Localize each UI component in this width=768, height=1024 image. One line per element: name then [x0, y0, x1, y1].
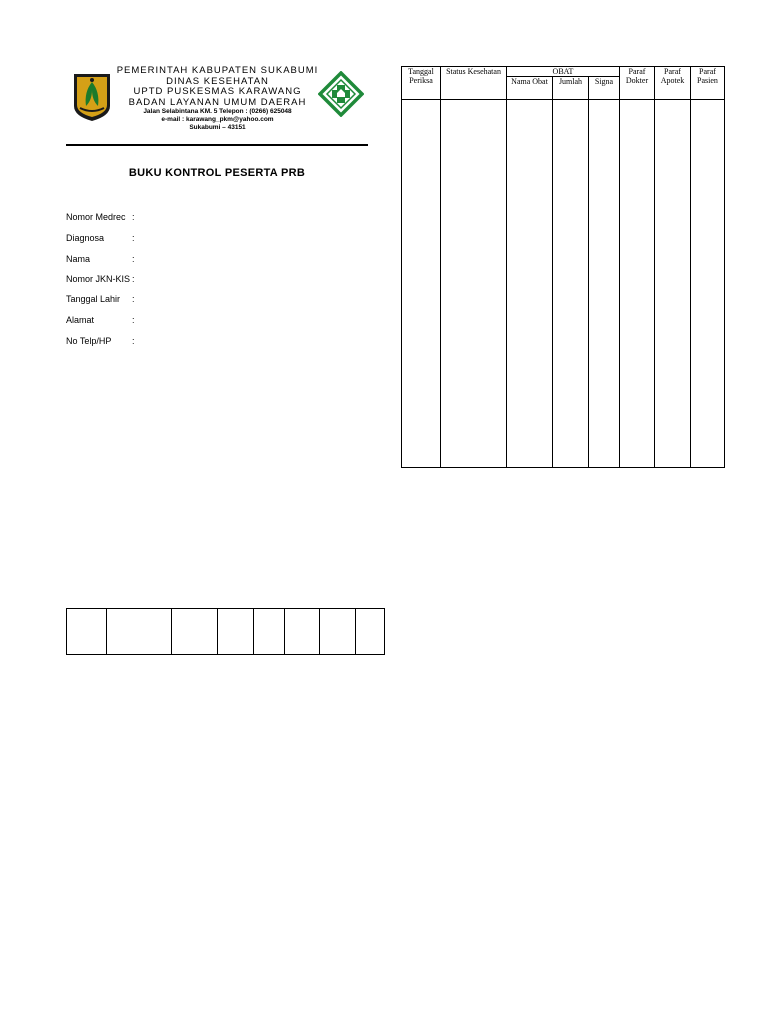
field-nama — [66, 254, 135, 264]
header-status-kesehatan: Status Kesehatan — [441, 67, 507, 100]
field-label: Diagnosa — [66, 233, 105, 243]
field-colon: : — [132, 212, 135, 222]
field-label: Nomor JKN-KIS — [66, 274, 131, 284]
entry-cell[interactable] — [655, 100, 691, 468]
document-title: BUKU KONTROL PESERTA PRB — [128, 167, 306, 179]
grid-cell[interactable] — [107, 609, 172, 655]
header-nama-obat: Nama Obat — [507, 77, 553, 100]
letterhead-line3: UPTD PUSKESMAS KARAWANG — [133, 86, 302, 97]
field-label: Nomor Medrec — [66, 212, 126, 222]
letterhead-city: Sukabumi – 43151 — [189, 124, 246, 131]
header-jumlah: Jumlah — [553, 77, 589, 100]
field-tanggal-lahir — [66, 294, 135, 304]
kabupaten-sukabumi-emblem — [72, 72, 112, 122]
field-nomor-jkn-kis — [66, 274, 135, 284]
letterhead-email: e-mail : karawang_pkm@yahoo.com — [161, 116, 274, 123]
entry-cell[interactable] — [589, 100, 620, 468]
grid-cell[interactable] — [218, 609, 254, 655]
letterhead-line1: PEMERINTAH KABUPATEN SUKABUMI — [116, 65, 319, 76]
grid-cell[interactable] — [67, 609, 107, 655]
field-label: Tanggal Lahir — [66, 294, 121, 304]
field-colon: : — [132, 294, 135, 304]
control-table — [401, 66, 725, 468]
field-colon: : — [132, 336, 135, 346]
header-paraf-apotek: Paraf Apotek — [655, 67, 691, 100]
letterhead-address: Jalan Selabintana KM. 5 Telepon : (0266) 625048 — [143, 108, 292, 115]
grid-cell[interactable] — [320, 609, 356, 655]
entry-cell[interactable] — [691, 100, 725, 468]
field-colon: : — [132, 254, 135, 264]
header-obat: OBAT — [507, 67, 620, 77]
letterhead-line4: BADAN LAYANAN UMUM DAERAH — [128, 96, 307, 108]
header-signa: Signa — [589, 77, 620, 100]
field-colon: : — [132, 274, 135, 284]
header-paraf-dokter: Paraf Dokter — [620, 67, 655, 100]
field-colon: : — [132, 315, 135, 325]
entry-cell[interactable] — [507, 100, 553, 468]
grid-cell[interactable] — [254, 609, 285, 655]
field-no-telp-hp — [66, 336, 135, 346]
field-nomor-medrec — [66, 212, 135, 222]
field-diagnosa — [66, 233, 135, 243]
letterhead-text — [115, 66, 320, 132]
field-label: Alamat — [66, 315, 95, 325]
field-label: Nama — [66, 254, 91, 264]
letterhead-divider — [66, 144, 368, 146]
grid-cell[interactable] — [172, 609, 218, 655]
grid-cell[interactable] — [356, 609, 385, 655]
entry-cell[interactable] — [441, 100, 507, 468]
entry-cell[interactable] — [553, 100, 589, 468]
table-row — [402, 100, 725, 468]
grid-cell[interactable] — [285, 609, 320, 655]
field-colon: : — [132, 233, 135, 243]
table-row — [67, 609, 385, 655]
letterhead-line2: DINAS KESEHATAN — [166, 75, 269, 87]
bottom-grid — [66, 608, 385, 655]
header-tanggal-periksa: Tanggal Periksa — [402, 67, 441, 100]
entry-cell[interactable] — [620, 100, 655, 468]
field-alamat — [66, 315, 135, 325]
puskesmas-logo-icon — [318, 71, 364, 117]
entry-cell[interactable] — [402, 100, 441, 468]
header-paraf-pasien: Paraf Pasien — [691, 67, 725, 100]
field-label: No Telp/HP — [66, 336, 112, 346]
